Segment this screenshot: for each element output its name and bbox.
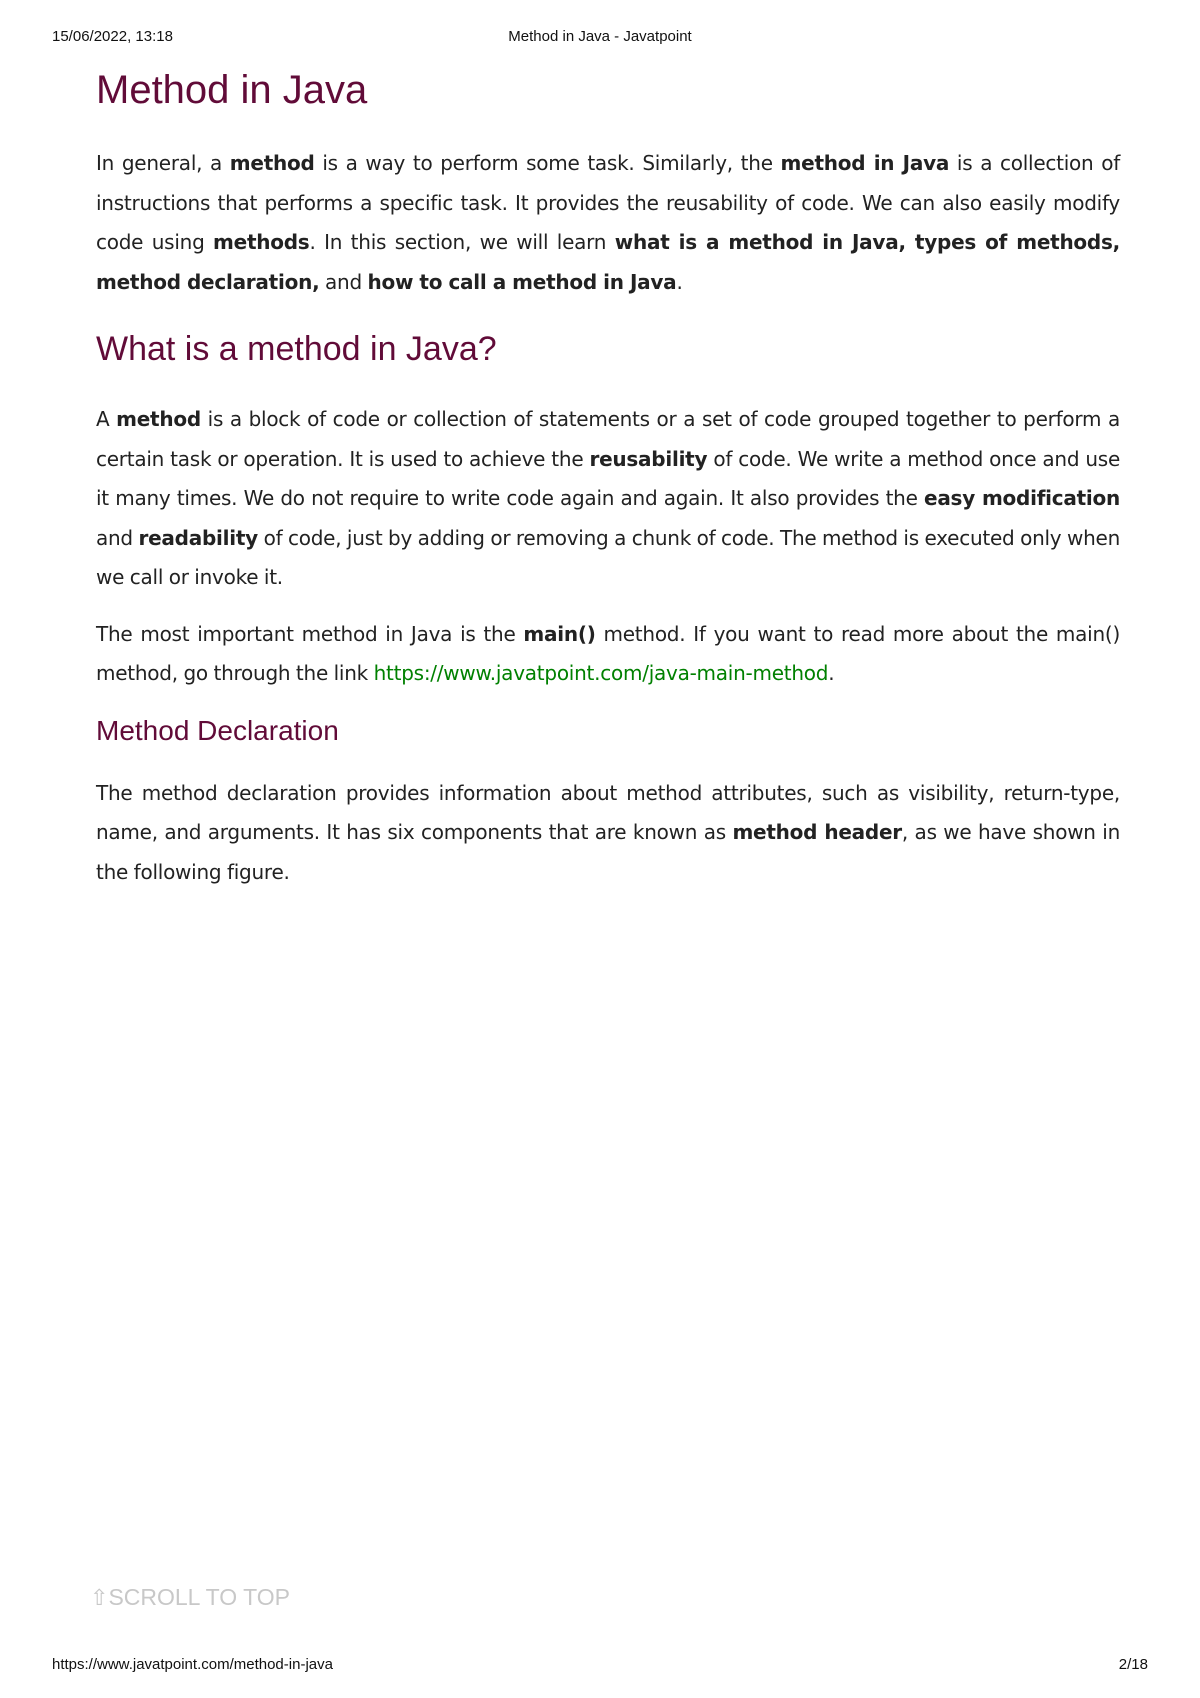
scroll-to-top-button[interactable] [90, 1584, 290, 1611]
text-run: and [319, 269, 368, 294]
print-page-url: https://www.javatpoint.com/method-in-java [52, 1656, 333, 1673]
text-run: , as we have shown in the following figure. [96, 820, 1121, 884]
bold-run: what is a method in Java, types of methods, method declaration, [96, 230, 1120, 294]
text-run: method. If you want to read more about the main() method, go through the link [96, 621, 1121, 685]
what-is-method-paragraph [96, 400, 1120, 598]
up-arrow-icon: ⇧ [90, 1585, 109, 1610]
text-run: of code. We write a method once and use it many times. We do not require to write code again and again. It also provides the [96, 446, 1120, 510]
print-datetime: 15/06/2022, 13:18 [52, 28, 173, 45]
bold-run: easy modification [924, 486, 1120, 510]
text-run: . [676, 269, 683, 294]
bold-run: readability [138, 525, 258, 550]
text-run: is a collection of instructions that performs a specific task. It provides the reusability of code. We can also easily modify code using [96, 151, 1120, 254]
section-heading-method-declaration: Method Declaration [96, 714, 339, 746]
scroll-to-top-label: SCROLL TO TOP [108, 1584, 290, 1610]
bold-run: how to call a method in Java [367, 269, 677, 294]
bold-run: methods [213, 230, 310, 254]
text-run: and [96, 525, 139, 550]
section-heading-what-is-method: What is a method in Java? [96, 330, 497, 368]
text-run: A [96, 407, 117, 431]
text-run: . In this section, we will learn [309, 230, 615, 254]
text-run: The most important method in Java is the [96, 621, 524, 646]
print-footer [52, 1656, 1148, 1676]
bold-run: method header [732, 820, 902, 844]
text-run: In general, a [96, 151, 230, 175]
text-run: is a way to perform some task. Similarly, the [314, 151, 781, 175]
text-run: of code, just by adding or removing a chunk of code. The method is executed only when we call or invoke it. [96, 525, 1121, 589]
bold-run: main() [523, 621, 596, 646]
text-run: is a block of code or collection of statements or a set of code grouped together to perform a certain task or operation. It is used to achieve the [96, 407, 1120, 471]
bold-run: method in Java [780, 151, 950, 175]
print-page-title: Method in Java - Javatpoint [508, 28, 692, 45]
main-method-paragraph [96, 615, 1120, 694]
bold-run: reusability [589, 446, 708, 471]
bold-run: method [116, 407, 201, 431]
intro-paragraph [96, 144, 1120, 302]
print-header [52, 28, 1148, 48]
text-run: . [828, 661, 835, 685]
text-run: The method declaration provides information about method attributes, such as visibility, return-type, name, and arguments. It has six components that are known as [96, 780, 1120, 844]
method-declaration-paragraph [96, 774, 1120, 893]
page-number: 2/18 [1118, 1656, 1148, 1673]
page-title: Method in Java [96, 68, 368, 112]
java-main-method-link[interactable]: https://www.javatpoint.com/java-main-method [373, 661, 829, 685]
article-content [96, 66, 1120, 892]
bold-run: method [229, 151, 315, 175]
